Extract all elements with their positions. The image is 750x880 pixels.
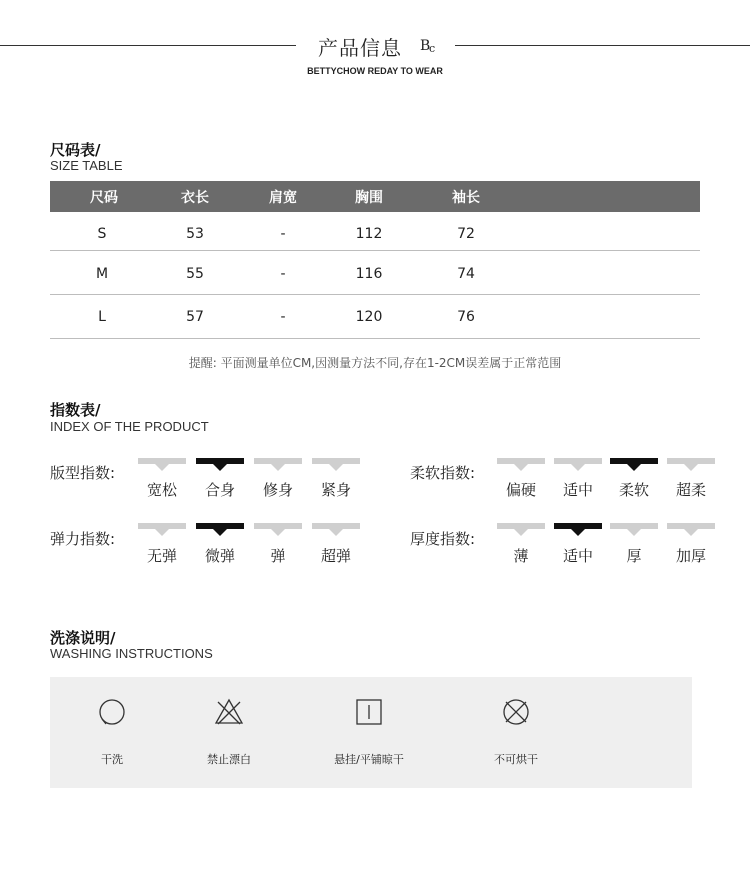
header-line-left — [0, 45, 296, 46]
bc-monogram-icon — [419, 35, 441, 57]
washing-label: 不可烘干 — [494, 753, 538, 766]
index-bar — [254, 458, 302, 464]
index-option: 宽松 — [146, 481, 177, 499]
cell-length: 53 — [186, 226, 204, 242]
index-option: 厚 — [626, 547, 642, 565]
no-tumble-dry-icon — [501, 697, 531, 727]
index-option: 适中 — [562, 547, 593, 565]
index-option: 薄 — [513, 547, 529, 565]
hang-dry-icon — [354, 697, 384, 727]
cell-shoulder: - — [280, 226, 286, 242]
washing-panel — [50, 677, 692, 788]
washing-label: 禁止漂白 — [207, 753, 251, 766]
index-option: 紧身 — [320, 481, 351, 499]
size-section-title: 尺码表/ — [50, 141, 101, 159]
index-section-title: 指数表/ — [50, 401, 101, 419]
index-bar — [138, 458, 186, 464]
row-divider — [50, 338, 700, 339]
index-option: 加厚 — [675, 547, 706, 565]
index-label-thickness: 厚度指数: — [410, 530, 476, 548]
index-bar — [138, 523, 186, 529]
cell-size: M — [95, 266, 109, 282]
index-bar — [610, 458, 658, 464]
index-bar — [196, 523, 244, 529]
index-option: 微弹 — [204, 547, 235, 565]
col-header-chest: 胸围 — [355, 190, 383, 206]
cell-chest: 120 — [355, 309, 383, 325]
index-bar — [254, 523, 302, 529]
cell-sleeve: 72 — [457, 226, 475, 242]
cell-shoulder: - — [280, 266, 286, 282]
index-option: 超柔 — [675, 481, 706, 499]
index-bar — [554, 523, 602, 529]
index-bar — [554, 458, 602, 464]
washing-section-title: 洗涤说明/ — [50, 629, 116, 647]
brand-subtitle: BETTYCHOW REDAY TO WEAR — [307, 66, 443, 76]
header-line-right — [455, 45, 750, 46]
index-option: 修身 — [262, 481, 293, 499]
size-table-header — [50, 181, 700, 212]
index-option: 超弹 — [320, 547, 351, 565]
col-header-shoulder: 肩宽 — [269, 190, 297, 206]
washing-section-subtitle: WASHING INSTRUCTIONS — [50, 646, 213, 661]
index-bar — [196, 458, 244, 464]
index-bar — [667, 523, 715, 529]
cell-sleeve: 74 — [457, 266, 475, 282]
cell-length: 57 — [186, 309, 204, 325]
index-label-elasticity: 弹力指数: — [50, 530, 116, 548]
index-bar — [610, 523, 658, 529]
cell-size: S — [97, 226, 107, 242]
cell-shoulder: - — [280, 309, 286, 325]
col-header-size: 尺码 — [90, 190, 118, 206]
index-option: 偏硬 — [505, 481, 536, 499]
index-bar — [497, 523, 545, 529]
index-option: 适中 — [562, 481, 593, 499]
svg-text:c: c — [429, 42, 436, 55]
row-divider — [50, 250, 700, 251]
index-option: 柔软 — [618, 481, 649, 499]
index-bar — [312, 523, 360, 529]
index-label-fit: 版型指数: — [50, 464, 116, 482]
index-option: 无弹 — [146, 547, 177, 565]
index-label-softness: 柔软指数: — [410, 464, 476, 482]
dry-clean-icon — [97, 697, 127, 727]
index-bar — [497, 458, 545, 464]
col-header-sleeve: 袖长 — [452, 190, 480, 206]
svg-text:B: B — [420, 38, 431, 54]
measurement-note: 提醒: 平面测量单位CM,因测量方法不同,存在1-2CM误差属于正常范围 — [188, 356, 562, 370]
no-bleach-icon — [214, 697, 244, 727]
cell-size: L — [98, 309, 106, 325]
washing-label: 悬挂/平铺晾干 — [334, 753, 404, 766]
washing-label: 干洗 — [101, 753, 123, 766]
size-section-subtitle: SIZE TABLE — [50, 158, 123, 173]
index-option: 合身 — [204, 481, 235, 499]
page-title: 产品信息 — [318, 36, 402, 60]
index-bar — [667, 458, 715, 464]
col-header-length: 衣长 — [181, 190, 209, 206]
index-section-subtitle: INDEX OF THE PRODUCT — [50, 419, 209, 434]
index-option: 弹 — [270, 547, 286, 565]
index-bar — [312, 458, 360, 464]
cell-length: 55 — [186, 266, 204, 282]
cell-sleeve: 76 — [457, 309, 475, 325]
row-divider — [50, 294, 700, 295]
cell-chest: 116 — [355, 266, 383, 282]
cell-chest: 112 — [355, 226, 383, 242]
